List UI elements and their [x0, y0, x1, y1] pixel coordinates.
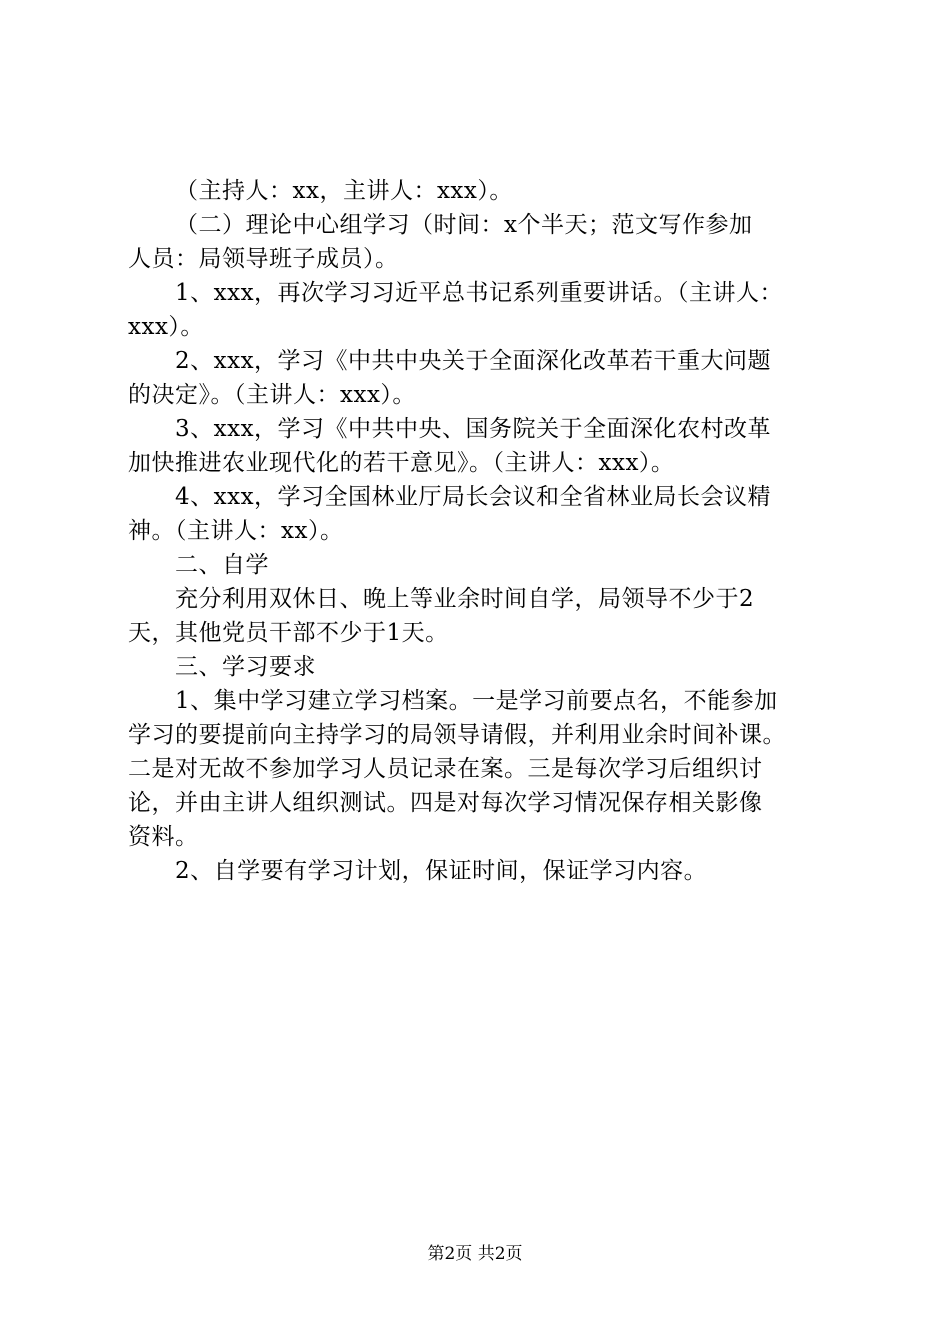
body-line: 3、xxx，学习《中共中央、国务院关于全面深化农村改革: [175, 416, 772, 442]
body-line: 学习的要提前向主持学习的局领导请假，并利用业余时间补课。: [128, 722, 786, 748]
body-line: xxx）。: [128, 314, 204, 340]
body-line: 论，并由主讲人组织测试。四是对每次学习情况保存相关影像: [128, 790, 763, 816]
document-body: [128, 174, 840, 888]
section-heading: 三、学习要求: [175, 654, 316, 680]
body-line: 1、xxx，再次学习习近平总书记系列重要讲话。（主讲人：: [175, 280, 784, 306]
body-line: 1、集中学习建立学习档案。一是学习前要点名，不能参加: [175, 688, 778, 714]
body-line: 加快推进农业现代化的若干意见》。（主讲人：xxx）。: [128, 450, 675, 476]
body-line: 2、xxx，学习《中共中央关于全面深化改革若干重大问题: [175, 348, 772, 374]
body-line: 人员：局领导班子成员）。: [128, 246, 399, 272]
body-line: 充分利用双休日、晚上等业余时间自学，局领导不少于2: [175, 586, 755, 612]
body-line: 的决定》。（主讲人：xxx）。: [128, 382, 416, 408]
page-footer: 第2页 共2页: [427, 1244, 523, 1264]
body-line: （主持人：xx，主讲人：xxx）。: [175, 178, 513, 204]
body-line: 二是对无故不参加学习人员记录在案。三是每次学习后组织讨: [128, 756, 763, 782]
body-line: 神。（主讲人：xx）。: [128, 518, 344, 544]
body-line: 资料。: [128, 824, 199, 850]
body-line: 4、xxx，学习全国林业厅局长会议和全省林业局长会议精: [175, 484, 772, 510]
body-line: 天，其他党员干部不少于1天。: [128, 620, 449, 646]
body-line: 2、自学要有学习计划，保证时间，保证学习内容。: [175, 858, 708, 884]
section-heading: 二、自学: [175, 552, 269, 578]
body-line: （二）理论中心组学习（时间：x个半天；范文写作参加: [175, 212, 753, 238]
